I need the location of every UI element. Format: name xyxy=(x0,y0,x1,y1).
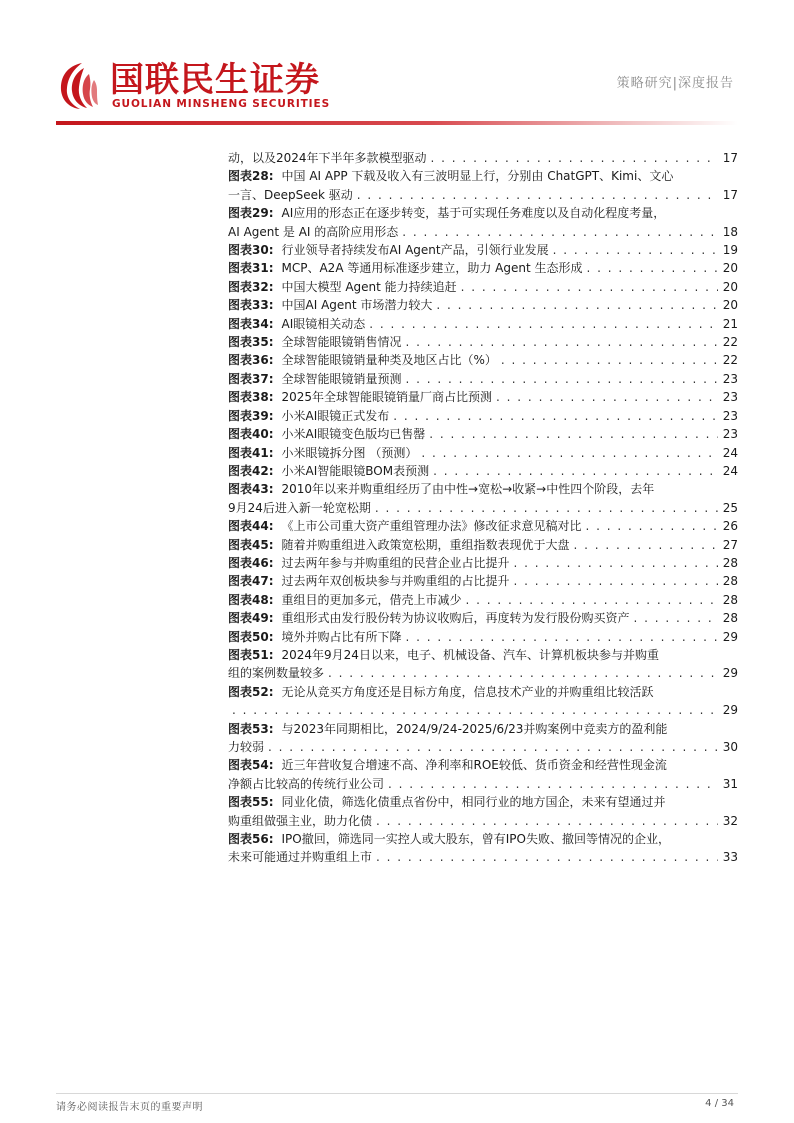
toc-entry-line xyxy=(228,370,738,388)
toc-entry-title: 行业领导者持续发布AI Agent产品，引领行业发展 xyxy=(281,243,549,258)
dot-leader xyxy=(268,738,718,756)
toc-entry-page: 17 xyxy=(722,187,738,202)
toc-entry-label: 图表46: xyxy=(228,555,274,570)
toc-entry-title: 全球智能眼镜销售情况 xyxy=(281,335,402,350)
toc-entry[interactable] xyxy=(228,167,738,204)
toc-entry-title-last: 购重组做强主业，助力化债 xyxy=(228,813,373,828)
toc-entry-page: 28 xyxy=(722,574,738,589)
header-divider xyxy=(56,121,738,125)
toc-entry-title-line: 2024年9月24日以来，电子、机械设备、汽车、计算机板块参与并购重 xyxy=(281,647,659,662)
toc-entry-text xyxy=(228,407,389,425)
toc-entry-page: 29 xyxy=(722,666,738,681)
toc-entry[interactable] xyxy=(228,628,738,646)
toc-entry[interactable] xyxy=(228,572,738,590)
toc-entry-line xyxy=(228,628,738,646)
toc-entry-line xyxy=(228,572,738,590)
toc-entry-page: 28 xyxy=(722,592,738,607)
toc-entry-title: MCP、A2A 等通用标准逐步建立，助力 Agent 生态形成 xyxy=(281,261,583,276)
toc-entry-line xyxy=(228,278,738,296)
dot-leader xyxy=(375,499,718,517)
toc-entry-text xyxy=(228,591,462,609)
toc-entry-text xyxy=(228,536,570,554)
toc-entry-label: 图表35: xyxy=(228,335,274,350)
toc-entry-label: 图表34: xyxy=(228,316,274,331)
toc-entry-title: 随着并购重组进入政策宽松期，重组指数表现优于大盘 xyxy=(281,537,570,552)
toc-entry-title: 全球智能眼镜销量种类及地区占比（%） xyxy=(281,353,497,368)
toc-entry-page: 23 xyxy=(722,408,738,423)
toc-entry-page: 17 xyxy=(722,151,738,165)
toc-entry-label: 图表36: xyxy=(228,353,274,368)
toc-entry-page: 31 xyxy=(722,776,738,791)
toc-entry-title-line: 与2023年同期相比，2024/9/24-2025/6/23并购案例中竞卖方的盈利能 xyxy=(281,721,668,736)
dot-leader xyxy=(406,628,718,646)
toc-entry-label: 图表49: xyxy=(228,611,274,626)
toc-entry-page: 20 xyxy=(722,298,738,313)
toc-entry-label: 图表43: xyxy=(228,482,274,497)
toc-entry-last-line xyxy=(228,775,738,793)
toc-entry-title: 境外并购占比有所下降 xyxy=(281,629,402,644)
toc-entry-title-last: 未来可能通过并购重组上市 xyxy=(228,850,373,865)
toc-entry-last-line xyxy=(228,186,738,204)
toc-entry-title-last: 组的案例数量较多 xyxy=(228,666,325,681)
toc-entry-page: 23 xyxy=(722,371,738,386)
toc-entry-title: 2025年全球智能眼镜销量厂商占比预测 xyxy=(281,390,493,405)
toc-entry-line xyxy=(228,407,738,425)
toc-entry-label: 图表39: xyxy=(228,408,274,423)
toc-entry-text xyxy=(228,351,497,369)
toc-entry[interactable] xyxy=(228,204,738,241)
toc-entry-text xyxy=(228,628,402,646)
toc-entry-line xyxy=(228,536,738,554)
toc-entry-first-line xyxy=(228,646,738,664)
toc-entry-label: 图表38: xyxy=(228,390,274,405)
toc-entry-text xyxy=(228,370,402,388)
toc-entry-first-line xyxy=(228,167,738,185)
toc-entry-label: 图表37: xyxy=(228,371,274,386)
dot-leader xyxy=(376,848,718,866)
toc-entry-page: 25 xyxy=(722,500,738,515)
toc-entry-text xyxy=(228,517,582,535)
brand-name-chinese: 国联民生证券 xyxy=(110,60,320,100)
toc-entry-text xyxy=(228,333,402,351)
toc-entry-title-line: 无论从竞买方角度还是目标方角度，信息技术产业的并购重组比较活跃 xyxy=(281,684,654,699)
toc-entry-last-line xyxy=(228,701,738,719)
dot-leader xyxy=(461,278,718,296)
toc-entry-label: 图表29: xyxy=(228,206,274,221)
toc-entry[interactable] xyxy=(228,425,738,443)
toc-entry-text xyxy=(228,315,365,333)
toc-entry-title-last: AI Agent 是 AI 的高阶应用形态 xyxy=(228,224,399,239)
toc-entry-line xyxy=(228,388,738,406)
toc-entry-label: 图表52: xyxy=(228,684,274,699)
dot-leader xyxy=(388,775,718,793)
toc-entry-label: 图表41: xyxy=(228,445,274,460)
dot-leader xyxy=(586,517,718,535)
toc-entry[interactable] xyxy=(228,683,738,720)
toc-entry-line xyxy=(228,444,738,462)
toc-entry-text xyxy=(228,554,510,572)
toc-entry-label: 图表51: xyxy=(228,647,274,662)
toc-entry-line xyxy=(228,351,738,369)
toc-entry-line xyxy=(228,259,738,277)
toc-entry[interactable] xyxy=(228,536,738,554)
dot-leader xyxy=(634,609,718,627)
toc-entry-page: 18 xyxy=(722,224,738,239)
toc-entry[interactable] xyxy=(228,554,738,572)
toc-entry[interactable] xyxy=(228,756,738,793)
toc-entry-title: 小米AI眼镜变色版均已售罄 xyxy=(281,427,426,442)
toc-entry-page: 24 xyxy=(722,463,738,478)
toc-entry-page: 33 xyxy=(722,850,738,865)
toc-entry-page: 22 xyxy=(722,335,738,350)
brand-name-english: GUOLIAN MINSHENG SECURITIES xyxy=(112,98,331,110)
toc-entry[interactable] xyxy=(228,315,738,333)
toc-entry[interactable] xyxy=(228,351,738,369)
toc-entry-title: 小米AI智能眼镜BOM表预测 xyxy=(281,463,430,478)
toc-entry-title: AI眼镜相关动态 xyxy=(281,316,366,331)
toc-entry-last-line xyxy=(228,499,738,517)
toc-entry-title: 过去两年双创板块参与并购重组的占比提升 xyxy=(281,574,510,589)
toc-entry-page: 20 xyxy=(722,279,738,294)
toc-entry-last-line xyxy=(228,812,738,830)
toc-entry-page: 24 xyxy=(722,445,738,460)
dot-leader xyxy=(232,701,718,719)
toc-entry-text xyxy=(228,444,417,462)
dot-leader xyxy=(433,462,718,480)
footer-page-number: 4 / 34 xyxy=(705,1098,734,1109)
toc-continuation-entry[interactable] xyxy=(228,149,738,167)
toc-entry-label: 图表53: xyxy=(228,721,274,736)
dot-leader xyxy=(574,536,718,554)
toc-entry-title: 小米AI眼镜正式发布 xyxy=(281,408,390,423)
toc-entry-page: 32 xyxy=(722,813,738,828)
toc-entry-page: 20 xyxy=(722,261,738,276)
toc-entry-first-line xyxy=(228,830,738,848)
toc-entry[interactable] xyxy=(228,591,738,609)
toc-entry-page: 29 xyxy=(722,629,738,644)
toc-entry-page: 26 xyxy=(722,519,738,534)
toc-entry-text xyxy=(228,462,429,480)
toc-entry-label: 图表50: xyxy=(228,629,274,644)
toc-entry-page: 28 xyxy=(722,611,738,626)
dot-leader xyxy=(553,241,718,259)
dot-leader xyxy=(328,664,718,682)
toc-entry-page: 28 xyxy=(722,555,738,570)
toc-entry-text xyxy=(228,259,583,277)
dot-leader xyxy=(514,572,718,590)
toc-entry-label: 图表55: xyxy=(228,795,274,810)
toc-entry-title-line: 近三年营收复合增速不高、净利率和ROE较低、货币资金和经营性现金流 xyxy=(281,758,667,773)
toc-entry-title: 全球智能眼镜销量预测 xyxy=(281,371,402,386)
toc-entry-text xyxy=(228,425,425,443)
footer-disclaimer: 请务必阅读报告末页的重要声明 xyxy=(56,1102,203,1113)
toc-entry-label: 图表54: xyxy=(228,758,274,773)
toc-entry[interactable] xyxy=(228,407,738,425)
dot-leader xyxy=(466,591,718,609)
toc-entry[interactable] xyxy=(228,444,738,462)
toc-entry[interactable] xyxy=(228,830,738,867)
toc-entry[interactable] xyxy=(228,462,738,480)
toc-entry-label: 图表31: xyxy=(228,261,274,276)
toc-entry-label: 图表45: xyxy=(228,537,274,552)
toc-entry[interactable] xyxy=(228,296,738,314)
toc-entry-first-line xyxy=(228,204,738,222)
toc-entry-page: 27 xyxy=(722,537,738,552)
toc-entry-line xyxy=(228,554,738,572)
toc-entry-last-line xyxy=(228,848,738,866)
toc-entry[interactable] xyxy=(228,720,738,757)
toc-entry-last-line xyxy=(228,664,738,682)
toc-entry-page: 30 xyxy=(722,740,738,754)
toc-entry-page: 19 xyxy=(722,243,738,258)
report-header xyxy=(0,0,794,130)
toc-entry-label: 图表28: xyxy=(228,169,274,184)
dot-leader xyxy=(501,351,718,369)
toc-entry-line xyxy=(228,609,738,627)
toc-entry-text xyxy=(228,278,457,296)
toc-entry-line xyxy=(228,241,738,259)
dot-leader xyxy=(587,259,719,277)
toc-entry-title: 重组目的更加多元，借壳上市减少 xyxy=(281,592,462,607)
toc-entry-title-last: 9月24后进入新一轮宽松期 xyxy=(228,500,371,515)
toc-entry[interactable] xyxy=(228,241,738,259)
report-type-label: 策略研究|深度报告 xyxy=(616,76,734,91)
toc-entry-title: 中国AI Agent 市场潜力较大 xyxy=(281,298,433,313)
toc-entry[interactable] xyxy=(228,278,738,296)
toc-entry[interactable] xyxy=(228,333,738,351)
toc-entry[interactable] xyxy=(228,480,738,517)
toc-entry-line xyxy=(228,333,738,351)
toc-entry-last-line xyxy=(228,738,738,756)
dot-leader xyxy=(514,554,718,572)
table-of-figures xyxy=(228,149,738,867)
dot-leader xyxy=(421,444,718,462)
dot-leader xyxy=(393,407,718,425)
dot-leader xyxy=(369,315,718,333)
dot-leader xyxy=(429,425,718,443)
toc-entry[interactable] xyxy=(228,388,738,406)
toc-entry-page: 23 xyxy=(722,427,738,442)
toc-entry[interactable] xyxy=(228,517,738,535)
toc-entry[interactable] xyxy=(228,259,738,277)
dot-leader xyxy=(431,149,718,167)
toc-entry-title-line: 中国 AI APP 下载及收入有三波明显上行，分别由 ChatGPT、Kimi、文心 xyxy=(281,169,674,184)
footer-divider xyxy=(56,1093,738,1094)
toc-entry-text xyxy=(228,572,510,590)
toc-entry-title: 《上市公司重大资产重组管理办法》修改征求意见稿对比 xyxy=(281,519,582,534)
toc-entry-title: 小米眼镜拆分图 （预测） xyxy=(281,445,418,460)
toc-entry-label: 图表44: xyxy=(228,519,274,534)
toc-entry-title-last: 一言、DeepSeek 驱动 xyxy=(228,187,353,202)
toc-entry-line xyxy=(228,462,738,480)
toc-entry-first-line xyxy=(228,756,738,774)
toc-entry-text xyxy=(228,609,630,627)
toc-entry-title: 中国大模型 Agent 能力持续追赶 xyxy=(281,279,457,294)
toc-entry[interactable] xyxy=(228,370,738,388)
toc-entry-label: 图表48: xyxy=(228,592,274,607)
toc-entry-title-last: 净额占比较高的传统行业公司 xyxy=(228,776,385,791)
dot-leader xyxy=(376,812,718,830)
dot-leader xyxy=(406,333,718,351)
toc-entry-first-line xyxy=(228,720,738,738)
toc-entry-label: 图表56: xyxy=(228,832,274,847)
toc-entry[interactable] xyxy=(228,646,738,683)
dot-leader xyxy=(406,370,718,388)
dot-leader xyxy=(496,388,718,406)
toc-entry-label: 图表30: xyxy=(228,243,274,258)
toc-entry-page: 22 xyxy=(722,353,738,368)
toc-entry-line xyxy=(228,315,738,333)
toc-entry[interactable] xyxy=(228,793,738,830)
dot-leader xyxy=(436,296,718,314)
toc-entry-page: 23 xyxy=(722,390,738,405)
toc-entry-page: 29 xyxy=(722,703,738,718)
toc-entry-label: 图表32: xyxy=(228,279,274,294)
toc-entry-line xyxy=(228,517,738,535)
toc-entry-title-line: AI应用的形态正在逐步转变，基于可实现任务难度以及自动化程度考量， xyxy=(281,206,666,221)
toc-entry-title-line: 2010年以来并购重组经历了由中性→宽松→收紧→中性四个阶段，去年 xyxy=(281,482,655,497)
toc-entry-text xyxy=(228,296,432,314)
toc-entry-last-line xyxy=(228,223,738,241)
toc-entry-line xyxy=(228,591,738,609)
toc-entry-label: 图表33: xyxy=(228,298,274,313)
toc-entry-text xyxy=(228,388,492,406)
toc-entry-title: 重组形式由发行股份转为协议收购后，再度转为发行股份购买资产 xyxy=(281,611,630,626)
toc-entry-label: 图表47: xyxy=(228,574,274,589)
toc-entry-title: 动，以及2024年下半年多款模型驱动 xyxy=(228,151,427,165)
toc-entry-title-last: 力较弱 xyxy=(228,740,265,754)
toc-entry-first-line xyxy=(228,793,738,811)
toc-entry-title: 过去两年参与并购重组的民营企业占比提升 xyxy=(281,555,510,570)
toc-entry-label: 图表42: xyxy=(228,463,274,478)
toc-entry-first-line xyxy=(228,480,738,498)
toc-entry-text xyxy=(228,241,549,259)
toc-entry-title-line: IPO撤回，筛选同一实控人或大股东，曾有IPO失败、撤回等情况的企业， xyxy=(281,832,670,847)
toc-entry-title-line: 同业化债，筛选化债重点省份中，相同行业的地方国企，未来有望通过并 xyxy=(281,795,666,810)
dot-leader xyxy=(357,186,718,204)
toc-entry-first-line xyxy=(228,683,738,701)
toc-entry-page: 21 xyxy=(722,316,738,331)
toc-entry-line xyxy=(228,296,738,314)
toc-entry-line xyxy=(228,425,738,443)
toc-entry[interactable] xyxy=(228,609,738,627)
company-logo-icon xyxy=(56,60,108,112)
dot-leader xyxy=(402,223,718,241)
toc-entry-label: 图表40: xyxy=(228,427,274,442)
